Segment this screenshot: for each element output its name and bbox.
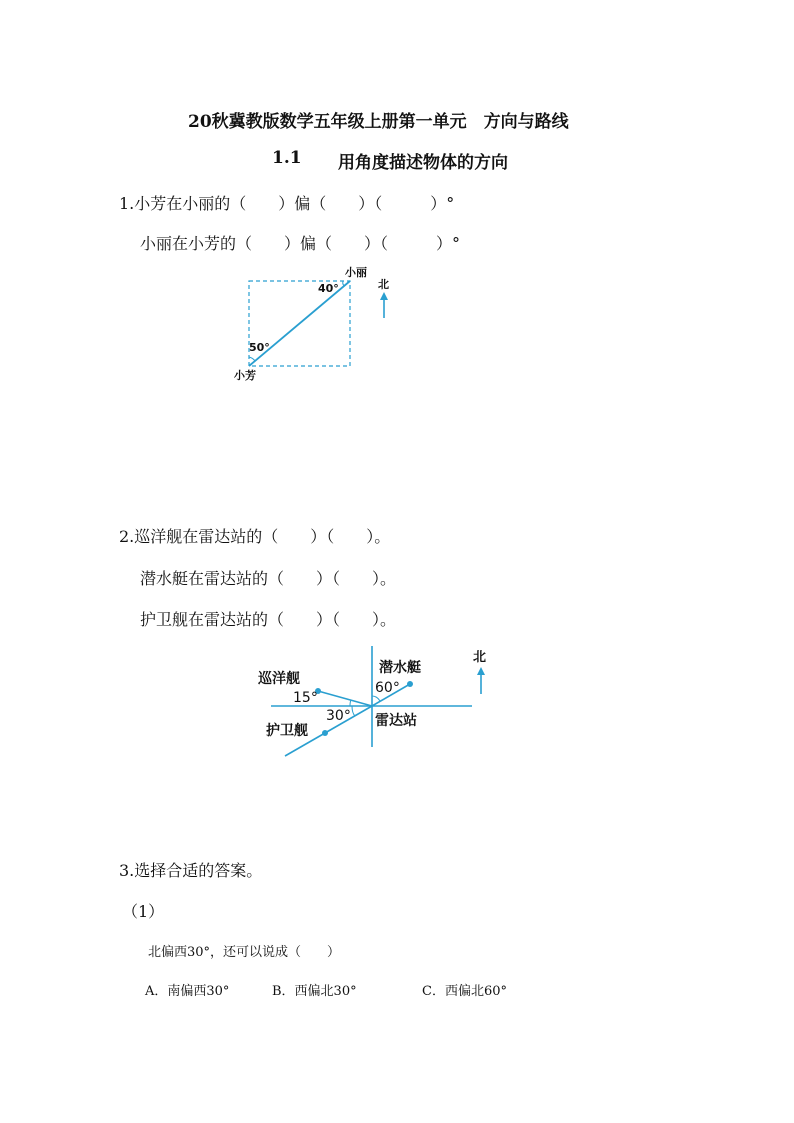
label-xiaoli: 小丽 [345, 266, 367, 279]
label-submarine: 潜水艇 [379, 660, 421, 676]
label-radar: 雷达站 [375, 713, 417, 729]
north-label-2: 北 [473, 650, 487, 665]
angle-30: 30° [326, 708, 351, 724]
arc-frigate [352, 706, 355, 716]
north-label-1: 北 [378, 278, 389, 291]
section-number: 1.1 [272, 148, 302, 168]
label-cruiser: 巡洋舰 [258, 671, 300, 687]
label-xiaofang: 小芳 [234, 369, 256, 382]
angle-60: 60° [375, 680, 400, 696]
q2-line2: 潜水艇在雷达站的（ ）（ ）。 [140, 569, 397, 588]
option-c[interactable]: C．西偏北60° [422, 984, 507, 999]
q1-line1: 1.小芳在小丽的（ ）偏（ ）（ ）° [119, 194, 455, 213]
q1-line2: 小丽在小芳的（ ）偏（ ）（ ）° [140, 234, 461, 253]
north-arrowhead-2 [477, 667, 485, 675]
frigate-point [322, 730, 328, 736]
q2-line1: 2.巡洋舰在雷达站的（ ）（ ）。 [119, 527, 391, 546]
angle-15: 15° [293, 690, 318, 706]
q3-sub1: （1） [122, 902, 165, 921]
page-title: 20秋冀教版数学五年级上册第一单元 方向与路线 [188, 112, 569, 132]
option-b[interactable]: B．西偏北30° [272, 984, 357, 999]
submarine-point [407, 681, 413, 687]
arc-submarine [372, 696, 380, 701]
angle-40: 40° [318, 282, 339, 295]
q2-line3: 护卫舰在雷达站的（ ）（ ）。 [140, 610, 397, 629]
arc-cruiser [350, 700, 351, 706]
option-a[interactable]: A．南偏西30° [145, 984, 230, 999]
label-frigate: 护卫舰 [266, 723, 308, 739]
cruiser-line [318, 691, 372, 706]
q3-question: 北偏西30°，还可以说成（ ） [148, 945, 341, 960]
q3-title: 3.选择合适的答案。 [119, 861, 263, 880]
angle-50: 50° [249, 341, 270, 354]
section-title: 用角度描述物体的方向 [338, 153, 508, 173]
